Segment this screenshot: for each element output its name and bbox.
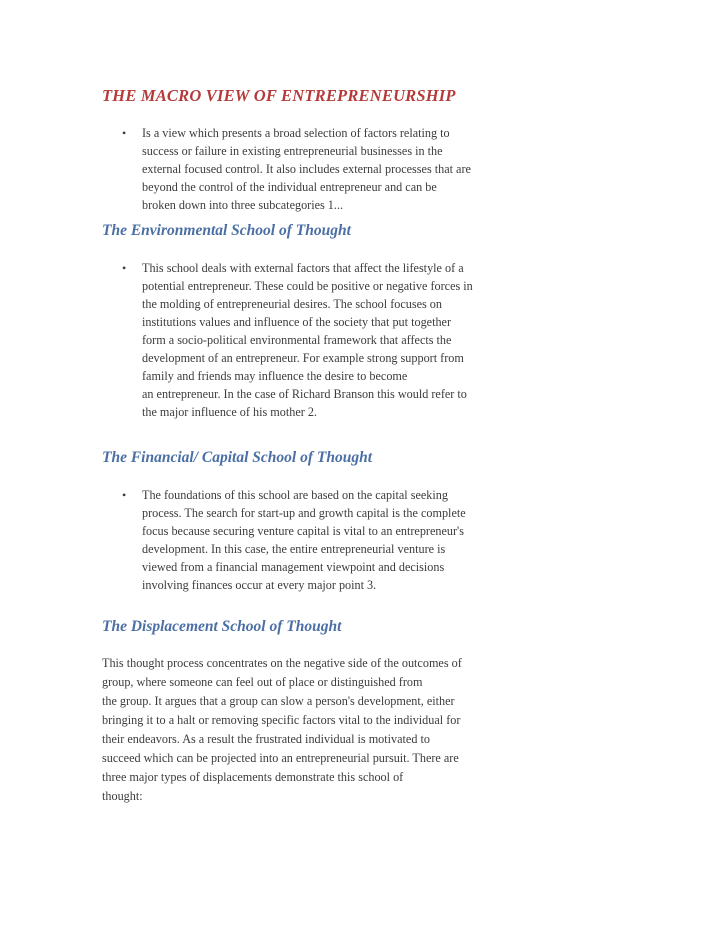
text-line: focus because securing venture capital is vital to an entrepreneur's	[142, 524, 464, 538]
displacement-school-heading: The Displacement School of Thought	[102, 618, 342, 635]
text-line: external focused control. It also includes external processes that are	[142, 162, 471, 176]
text-line: the major influence of his mother 2.	[142, 405, 317, 419]
text-line: development. In this case, the entire entrepreneurial venture is	[142, 542, 446, 556]
text-line: the group. It argues that a group can slow a person's development, either	[102, 694, 455, 708]
text-line: Is a view which presents a broad selection of factors relating to	[142, 126, 450, 140]
text-line: potential entrepreneur. These could be positive or negative forces in	[142, 279, 473, 293]
macro-view-bullet	[122, 124, 627, 214]
text-line: group, where someone can feel out of place or distinguished from	[102, 675, 423, 689]
bullet-icon: •	[122, 261, 127, 275]
text-line: family and friends may influence the desire to become	[142, 369, 408, 383]
text-line: institutions values and influence of the society that put together	[142, 315, 452, 329]
text-line: development of an entrepreneur. For example strong support from	[142, 351, 464, 365]
text-line: The foundations of this school are based on the capital seeking	[142, 488, 448, 502]
text-line: thought:	[102, 789, 143, 803]
text-line: bringing it to a halt or removing specific factors vital to the individual for	[102, 713, 461, 727]
text-line: success or failure in existing entrepreneurial businesses in the	[142, 144, 443, 158]
environmental-school-text	[142, 259, 627, 421]
bullet-icon: •	[122, 488, 127, 502]
macro-view-text	[142, 124, 627, 214]
displacement-school-paragraph	[102, 654, 622, 806]
text-line: form a socio-political environmental framework that affects the	[142, 333, 452, 347]
text-line: broken down into three subcategories 1...	[142, 198, 344, 212]
text-line: three major types of displacements demonstrate this school of	[102, 770, 404, 784]
text-line: viewed from a financial management viewpoint and decisions	[142, 560, 445, 574]
financial-capital-school-heading: The Financial/ Capital School of Thought	[102, 449, 373, 466]
bullet-icon: •	[122, 126, 127, 140]
text-line: beyond the control of the individual entrepreneur and can be	[142, 180, 437, 194]
financial-capital-school-bullet	[122, 486, 627, 594]
text-line: succeed which can be projected into an entrepreneurial pursuit. There are	[102, 751, 459, 765]
text-line: their endeavors. As a result the frustrated individual is motivated to	[102, 732, 430, 746]
text-line: process. The search for start-up and growth capital is the complete	[142, 506, 466, 520]
text-line: This thought process concentrates on the negative side of the outcomes of	[102, 656, 462, 670]
financial-capital-school-text	[142, 486, 627, 594]
text-line: This school deals with external factors that affect the lifestyle of a	[142, 261, 464, 275]
text-line: involving finances occur at every major point 3.	[142, 578, 377, 592]
text-line: an entrepreneur. In the case of Richard Branson this would refer to	[142, 387, 467, 401]
environmental-school-heading: The Environmental School of Thought	[102, 222, 351, 239]
environmental-school-bullet	[122, 259, 627, 421]
text-line: the molding of entrepreneurial desires. The school focuses on	[142, 297, 442, 311]
document-title: THE MACRO VIEW OF ENTREPRENEURSHIP	[102, 86, 456, 105]
